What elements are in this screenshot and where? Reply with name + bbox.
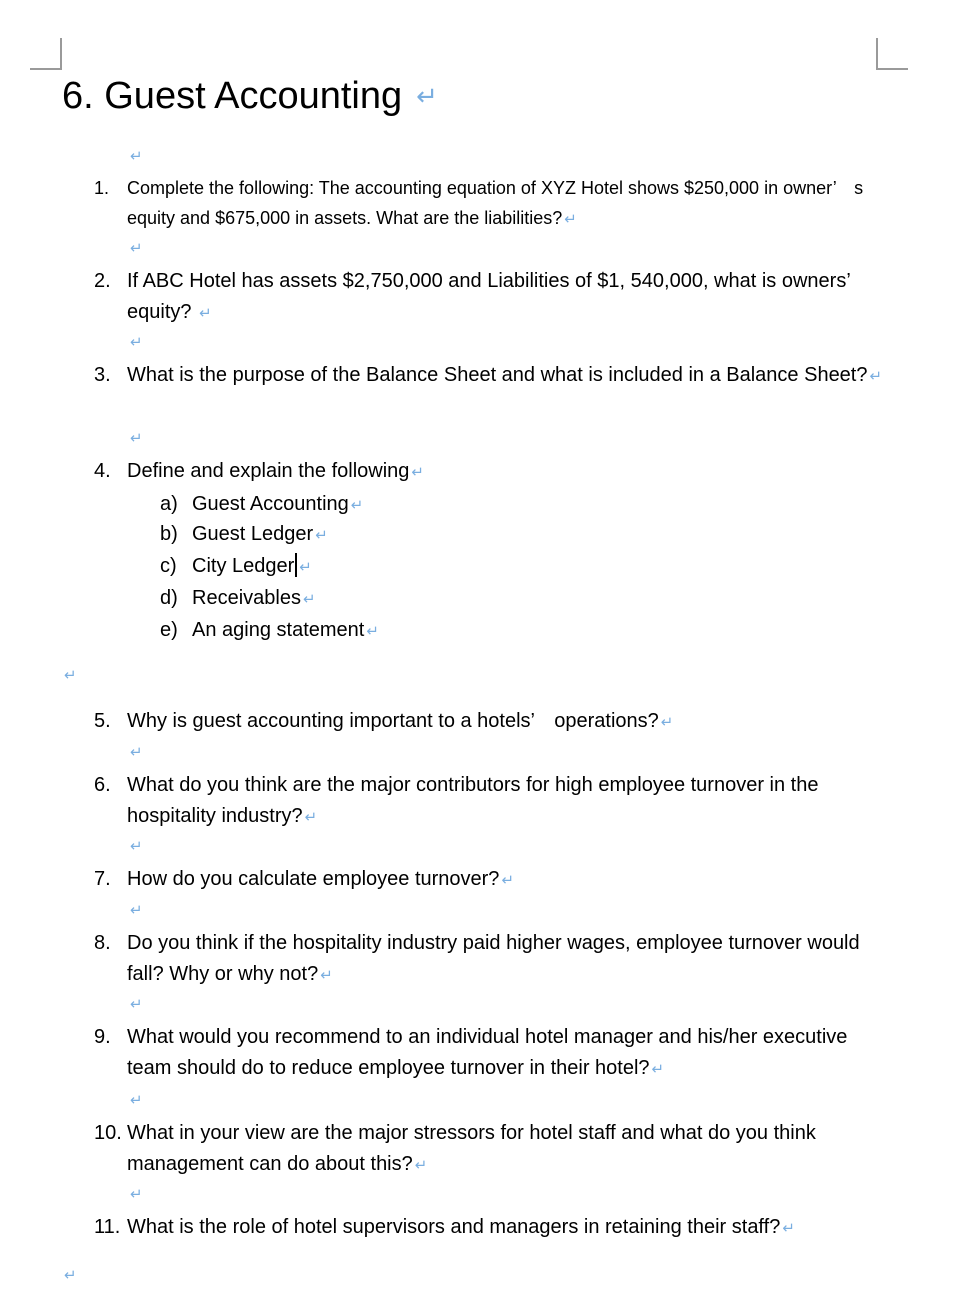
paragraph-mark-icon: ↵	[564, 210, 577, 228]
paragraph-mark-icon: ↵	[130, 333, 143, 351]
text-cursor	[295, 553, 297, 577]
question-number: 10.	[94, 1122, 122, 1144]
paragraph-mark-icon: ↵	[130, 1185, 143, 1203]
question-text: What do you think are the major contributors for high employee turnover in the hospitality industry?	[127, 774, 819, 827]
paragraph-mark-icon: ↵	[130, 995, 143, 1013]
question-item[interactable]	[94, 360, 884, 392]
question-number: 1.	[94, 178, 110, 198]
empty-paragraph[interactable]	[128, 1091, 143, 1110]
question-text: Why is guest accounting important to a hotels’ operations?	[127, 710, 659, 732]
sub-item-text: Guest Accounting	[192, 493, 349, 515]
paragraph-mark-icon: ↵	[411, 463, 424, 481]
page-corner-mark-left	[30, 38, 62, 70]
paragraph-mark-icon: ↵	[130, 901, 143, 919]
paragraph-mark-icon: ↵	[651, 1060, 665, 1078]
document-title[interactable]	[62, 72, 438, 121]
empty-paragraph[interactable]	[128, 1185, 143, 1204]
sub-item-letter: b)	[160, 523, 178, 545]
paragraph-mark-icon: ↵	[320, 966, 333, 984]
title-text: 6. Guest Accounting	[62, 75, 403, 117]
paragraph-mark-icon: ↵	[130, 743, 143, 761]
sub-item-text: Receivables	[192, 587, 301, 609]
paragraph-mark-icon: ↵	[302, 590, 316, 608]
question-item[interactable]	[94, 864, 884, 896]
question-item[interactable]	[94, 456, 884, 488]
sub-item-text: Guest Ledger	[192, 523, 314, 545]
question-number: 2.	[94, 270, 111, 292]
sub-item[interactable]	[160, 518, 328, 551]
paragraph-mark-icon: ↵	[304, 808, 318, 826]
empty-paragraph[interactable]	[128, 239, 143, 258]
empty-paragraph[interactable]	[128, 333, 143, 352]
paragraph-mark-icon: ↵	[315, 526, 328, 544]
paragraph-mark-icon: ↵	[130, 1091, 143, 1109]
question-number: 3.	[94, 364, 111, 386]
question-text: Do you think if the hospitality industry paid higher wages, employee turnover would fall? Why or why not?	[127, 932, 860, 985]
question-number: 6.	[94, 774, 111, 796]
question-number: 11.	[94, 1216, 121, 1238]
empty-paragraph[interactable]	[62, 666, 77, 685]
question-item[interactable]	[94, 1022, 884, 1085]
paragraph-mark-icon: ↵	[350, 496, 364, 514]
question-item[interactable]	[94, 770, 884, 833]
paragraph-mark-icon: ↵	[660, 713, 674, 731]
empty-paragraph[interactable]	[128, 995, 143, 1014]
question-item[interactable]	[94, 173, 884, 234]
question-text: What in your view are the major stressors for hotel staff and what do you think management can do about this?	[127, 1122, 816, 1175]
sub-item[interactable]	[160, 614, 379, 647]
question-text: Define and explain the following	[127, 460, 410, 482]
paragraph-mark-icon: ↵	[130, 239, 143, 257]
question-item[interactable]	[94, 928, 884, 991]
paragraph-mark-icon: ↵	[414, 1156, 428, 1174]
paragraph-mark-icon: ↵	[869, 367, 883, 385]
question-number: 8.	[94, 932, 111, 954]
sub-item-letter: c)	[160, 555, 177, 577]
question-text: If ABC Hotel has assets $2,750,000 and Liabilities of $1, 540,000, what is owners’ equity?	[127, 270, 871, 323]
empty-paragraph[interactable]	[128, 901, 143, 920]
sub-item[interactable]	[160, 488, 363, 521]
question-number: 9.	[94, 1026, 111, 1048]
question-text: What is the purpose of the Balance Sheet and what is included in a Balance Sheet?	[127, 364, 868, 386]
paragraph-mark-icon: ↵	[416, 82, 438, 112]
sub-item[interactable]	[160, 550, 312, 583]
question-item[interactable]	[94, 1212, 884, 1244]
question-text: What would you recommend to an individual hotel manager and his/her executive team should do to reduce employee turnover in their hotel?	[127, 1026, 848, 1079]
empty-paragraph[interactable]	[128, 837, 143, 856]
question-number: 7.	[94, 868, 111, 890]
question-text: Complete the following: The accounting equation of XYZ Hotel shows $250,000 in owner’ s equity and $675,000 in assets. What are the liabilities?	[127, 178, 864, 228]
paragraph-mark-icon: ↵	[299, 558, 312, 576]
question-item[interactable]	[94, 706, 884, 738]
empty-paragraph[interactable]	[62, 1266, 77, 1285]
sub-item-text: An aging statement	[192, 619, 365, 641]
sub-item[interactable]	[160, 582, 316, 615]
paragraph-mark-icon: ↵	[130, 147, 143, 165]
question-text: How do you calculate employee turnover?	[127, 868, 500, 890]
paragraph-mark-icon: ↵	[366, 622, 379, 640]
paragraph-mark-icon: ↵	[199, 304, 212, 322]
question-text: What is the role of hotel supervisors and managers in retaining their staff?	[127, 1216, 781, 1238]
sub-item-letter: e)	[160, 619, 178, 641]
empty-paragraph[interactable]	[128, 743, 143, 762]
paragraph-mark-icon: ↵	[782, 1219, 795, 1237]
paragraph-mark-icon: ↵	[64, 1266, 77, 1284]
question-number: 5.	[94, 710, 111, 732]
question-number: 4.	[94, 460, 111, 482]
paragraph-mark-icon: ↵	[64, 666, 77, 684]
paragraph-mark-icon: ↵	[130, 429, 143, 447]
paragraph-mark-icon: ↵	[501, 871, 515, 889]
page-corner-mark-right	[876, 38, 908, 70]
sub-item-letter: d)	[160, 587, 178, 609]
empty-paragraph[interactable]	[128, 429, 143, 448]
question-item[interactable]	[94, 266, 884, 329]
question-item[interactable]	[94, 1118, 884, 1181]
sub-item-letter: a)	[160, 493, 178, 515]
empty-paragraph[interactable]	[128, 147, 143, 166]
paragraph-mark-icon: ↵	[130, 837, 143, 855]
sub-item-text: City Ledger	[192, 555, 295, 577]
